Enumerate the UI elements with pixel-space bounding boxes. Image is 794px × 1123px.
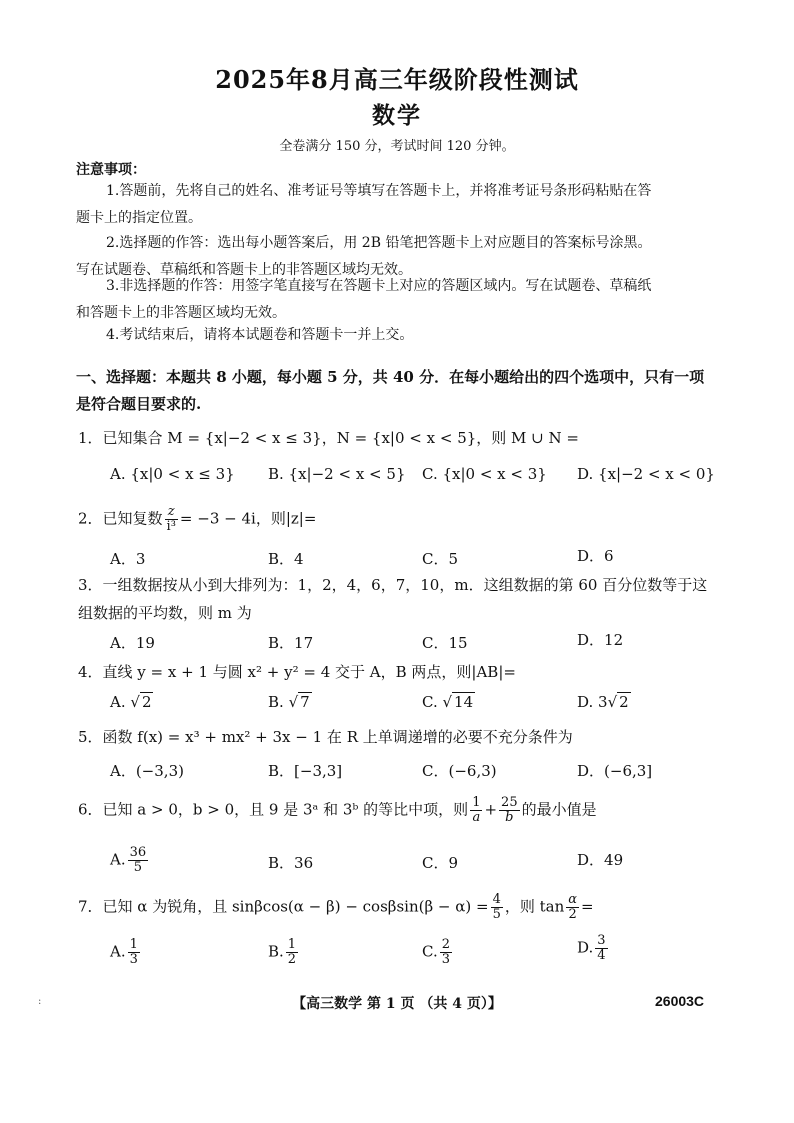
q3-option-a: A．19 xyxy=(110,634,155,652)
q7-option-d-fraction xyxy=(595,934,607,963)
q7-option-a-label: A. xyxy=(110,942,126,961)
note-2-line-b: 写在试题卷、草稿纸和答题卡上的非答题区域均无效。 xyxy=(76,262,412,278)
q6-option-a xyxy=(110,846,150,875)
q2-pre: 2．已知复数 xyxy=(78,509,163,528)
q3-option-d: D．12 xyxy=(577,631,624,649)
q7-option-c-label: C. xyxy=(422,942,438,961)
q7-tan-num: α xyxy=(568,892,578,907)
question-7-stem xyxy=(78,893,728,922)
note-1-line-b: 题卡上的指定位置。 xyxy=(76,210,202,226)
q7-option-a-num: 1 xyxy=(129,937,138,952)
q4-option-d-coef: 3 xyxy=(598,693,608,711)
question-4-stem: 4．直线 y = x + 1 与圆 x² + y² = 4 交于 A，B 两点，则|AB|= xyxy=(78,663,516,681)
q2-option-d: D．6 xyxy=(577,547,614,565)
q7-tan-den: 2 xyxy=(568,907,577,922)
q7-option-a-den: 3 xyxy=(129,952,138,967)
q7-option-d-den: 4 xyxy=(597,948,606,963)
section-line-1: 一、选择题：本题共 8 小题，每小题 5 分，共 40 分．在每小题给出的四个选项中，只有一项 xyxy=(76,368,705,386)
q6-f2-num: 25 xyxy=(501,795,518,810)
q1-option-d: D. {x|−2 < x < 0} xyxy=(577,465,715,483)
q7-tan-fraction xyxy=(566,893,579,922)
q3-option-b: B．17 xyxy=(268,634,314,652)
q6-fraction-2 xyxy=(499,796,520,825)
q7-option-b-label: B. xyxy=(268,942,284,961)
note-3-line-a: 3.非选择题的作答：用签字笔直接写在答题卡上对应的答题区域内。写在试题卷、草稿纸 xyxy=(106,278,652,294)
q2-option-c: C．5 xyxy=(422,550,459,568)
note-3-line-b: 和答题卡上的非答题区域均无效。 xyxy=(76,305,286,321)
q7-fraction xyxy=(491,893,503,922)
q6-f2-den: b xyxy=(505,810,514,825)
q7-option-a xyxy=(110,938,142,967)
q3-option-c: C．15 xyxy=(422,634,468,652)
q4-option-c-label: C. xyxy=(422,693,438,711)
exam-subject: 数学 xyxy=(372,102,422,129)
q7-option-d xyxy=(577,934,610,963)
q4-option-d: D. 3√ 2 xyxy=(577,693,629,711)
q7-option-a-fraction xyxy=(128,938,140,967)
q6-option-b: B．36 xyxy=(268,854,314,872)
q7-mid: ，则 tan xyxy=(504,897,565,916)
question-2-stem xyxy=(78,505,728,534)
note-4 xyxy=(76,322,726,349)
margin-dots: : xyxy=(38,996,42,1007)
q7-option-b-den: 2 xyxy=(287,952,297,967)
q5-option-a: A．(−3,3) xyxy=(110,762,184,780)
exam-title: 2025年8月高三年级阶段性测试 xyxy=(215,65,579,94)
q6-option-a-fraction xyxy=(128,846,149,875)
q6-option-a-label: A. xyxy=(110,850,126,869)
q4-option-b: B. √ 7 xyxy=(268,693,310,711)
q7-option-c-num: 2 xyxy=(441,937,450,952)
q5-option-d: D．(−6,3] xyxy=(577,762,653,780)
q6-option-a-num: 36 xyxy=(129,845,147,860)
q4-option-c: C. √ 14 xyxy=(422,693,474,711)
note-2-line-a: 2.选择题的作答：选出每小题答案后，用 2B 铅笔把答题卡上对应题目的答案标号涂黑。 xyxy=(106,235,652,251)
q7-option-b-num: 1 xyxy=(287,937,297,952)
q5-option-b: B．[−3,3] xyxy=(268,762,343,780)
q2-fraction xyxy=(165,505,178,534)
q1-option-a: A. {x|0 < x ≤ 3} xyxy=(110,465,235,483)
q2-denominator: i³ xyxy=(166,519,176,534)
q4-option-d-label: D. xyxy=(577,693,594,711)
q4-option-b-value: 7 xyxy=(300,693,310,711)
q2-post: = −3 − 4i，则|z|= xyxy=(179,509,317,528)
q6-f1-den: a xyxy=(472,810,481,825)
q7-frac-den: 5 xyxy=(492,907,501,922)
q7-frac-num: 4 xyxy=(492,892,501,907)
note-1 xyxy=(76,178,726,232)
q6-option-c: C．9 xyxy=(422,854,459,872)
question-6-stem xyxy=(78,796,728,825)
q7-option-d-num: 3 xyxy=(597,933,606,948)
q1-option-c: C. {x|0 < x < 3} xyxy=(422,465,547,483)
note-4-line: 4.考试结束后，请将本试题卷和答题卡一并上交。 xyxy=(106,327,414,343)
q6-fraction-1 xyxy=(470,796,482,825)
q7-option-d-label: D. xyxy=(577,938,594,957)
q7-option-c xyxy=(422,938,454,967)
q6-option-d: D．49 xyxy=(577,851,624,869)
q7-option-b-fraction xyxy=(286,938,298,967)
q2-numerator: z xyxy=(165,505,178,520)
q6-pre: 6．已知 a > 0，b > 0，且 9 是 3ᵃ 和 3ᵇ 的等比中项，则 xyxy=(78,800,469,819)
page-footer: 【高三数学 第 1 页 （共 4 页）】 xyxy=(292,996,502,1012)
notes-heading: 注意事项： xyxy=(76,162,146,178)
q7-option-c-den: 3 xyxy=(441,952,450,967)
q6-post: 的最小值是 xyxy=(521,800,597,819)
q2-option-a: A．3 xyxy=(110,550,146,568)
q4-option-a: A. √ 2 xyxy=(110,693,152,711)
q4-option-d-value: 2 xyxy=(619,693,629,711)
q7-post: = xyxy=(581,897,594,916)
q6-f1-num: 1 xyxy=(472,795,481,810)
q2-option-b: B．4 xyxy=(268,550,304,568)
question-3-stem-a: 3．一组数据按从小到大排列为：1，2，4，6，7，10，m．这组数据的第 60 百分位数等于这 xyxy=(78,576,708,594)
q1-option-b: B. {x|−2 < x < 5} xyxy=(268,465,406,483)
q4-option-b-label: B. xyxy=(268,693,284,711)
note-1-line-a: 1.答题前，先将自己的姓名、准考证号等填写在答题卡上，并将准考证号条形码粘贴在答 xyxy=(106,183,652,199)
q4-option-a-value: 2 xyxy=(141,693,152,711)
q7-pre: 7．已知 α 为锐角，且 sinβcos(α − β) − cosβsin(β − α) = xyxy=(78,897,489,916)
q4-option-c-value: 14 xyxy=(454,693,474,711)
question-5-stem: 5．函数 f(x) = x³ + mx² + 3x − 1 在 R 上单调递增的必要不充分条件为 xyxy=(78,728,573,746)
question-3-stem-b: 组数据的平均数，则 m 为 xyxy=(78,604,252,622)
q4-option-a-label: A. xyxy=(110,693,126,711)
question-1-stem: 1．已知集合 M = {x|−2 < x ≤ 3}，N = {x|0 < x < 5}，则 M ∪ N = xyxy=(78,429,579,447)
exam-code: 26003C xyxy=(655,993,705,1009)
q7-option-c-fraction xyxy=(440,938,452,967)
q6-plus: + xyxy=(484,800,498,819)
q7-option-b xyxy=(268,938,300,967)
q5-option-c: C．(−6,3) xyxy=(422,762,497,780)
note-3 xyxy=(76,273,726,327)
q6-option-a-den: 5 xyxy=(133,860,143,875)
section-line-2: 是符合题目要求的. xyxy=(76,395,202,413)
exam-meta: 全卷满分 150 分，考试时间 120 分钟。 xyxy=(279,139,515,154)
section-heading xyxy=(76,364,726,418)
